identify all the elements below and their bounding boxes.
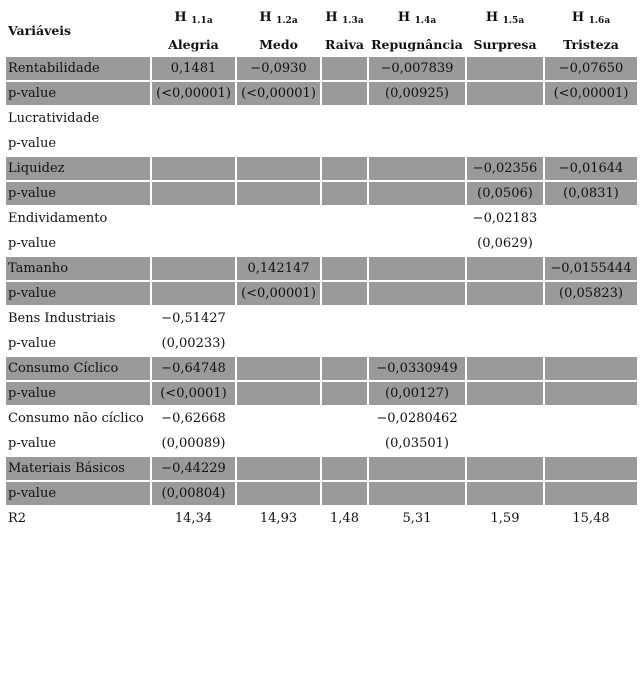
table-cell <box>545 107 637 132</box>
table-cell <box>467 107 543 132</box>
table-cell: (0,0831) <box>545 182 637 207</box>
table-cell: (0,03501) <box>369 432 465 457</box>
table-cell <box>369 332 465 357</box>
row-label: p-value <box>6 282 150 307</box>
table-cell <box>322 482 367 507</box>
hypothesis-label: H $_{1.4a}$ <box>397 10 437 26</box>
table-cell <box>237 207 320 232</box>
row-label: p-value <box>6 182 150 207</box>
table-cell <box>237 382 320 407</box>
row-label: Bens Industriais <box>6 307 150 332</box>
table-cell <box>545 457 637 482</box>
table-cell <box>369 482 465 507</box>
table-cell: (<0,00001) <box>237 82 320 107</box>
table-cell: −0,02183 <box>467 207 543 232</box>
row-label: Tamanho <box>6 257 150 282</box>
table-cell <box>545 482 637 507</box>
column-header <box>467 4 543 57</box>
table-cell <box>322 232 367 257</box>
table-cell <box>369 157 465 182</box>
table-cell <box>467 382 543 407</box>
column-header <box>322 4 367 57</box>
table-cell <box>545 407 637 432</box>
table-cell <box>237 232 320 257</box>
table-cell: (0,00089) <box>152 432 235 457</box>
row-label: R2 <box>6 507 150 532</box>
table-cell: (0,00925) <box>369 82 465 107</box>
variables-header: Variáveis <box>8 23 72 38</box>
table-cell: −0,07650 <box>545 57 637 82</box>
table-cell <box>322 207 367 232</box>
table-cell <box>467 82 543 107</box>
row-label: p-value <box>6 232 150 257</box>
table-cell: −0,02356 <box>467 157 543 182</box>
table-cell: 0,142147 <box>237 257 320 282</box>
row-label: Materiais Básicos <box>6 457 150 482</box>
row-label: p-value <box>6 482 150 507</box>
table-row <box>6 182 637 207</box>
emotion-label: Repugnância <box>371 37 463 52</box>
table-cell <box>369 257 465 282</box>
table-cell: 14,93 <box>237 507 320 532</box>
table-row <box>6 282 637 307</box>
table-cell: −0,0930 <box>237 57 320 82</box>
table-cell <box>152 232 235 257</box>
row-label: p-value <box>6 332 150 357</box>
table-cell <box>322 182 367 207</box>
table-row <box>6 432 637 457</box>
row-label: Lucratividade <box>6 107 150 132</box>
table-cell: −0,0330949 <box>369 357 465 382</box>
table-cell: −0,0280462 <box>369 407 465 432</box>
table-cell <box>322 157 367 182</box>
table-cell <box>237 182 320 207</box>
table-cell <box>467 57 543 82</box>
table-cell: −0,62668 <box>152 407 235 432</box>
table-cell: (<0,00001) <box>545 82 637 107</box>
table-cell <box>369 107 465 132</box>
table-cell <box>467 407 543 432</box>
table-cell: 15,48 <box>545 507 637 532</box>
table-row <box>6 232 637 257</box>
column-header <box>237 4 320 57</box>
table-cell <box>237 407 320 432</box>
row-label: p-value <box>6 432 150 457</box>
table-cell <box>237 357 320 382</box>
table-cell <box>152 132 235 157</box>
hypothesis-label: H $_{1.3a}$ <box>325 10 364 26</box>
table-cell: (<0,00001) <box>152 82 235 107</box>
table-cell: −0,51427 <box>152 307 235 332</box>
table-cell <box>152 182 235 207</box>
emotion-label: Raiva <box>325 37 364 52</box>
table-cell <box>545 432 637 457</box>
table-cell <box>237 432 320 457</box>
table-cell <box>467 432 543 457</box>
header-row <box>6 4 637 57</box>
table-cell: 0,1481 <box>152 57 235 82</box>
table-cell <box>237 307 320 332</box>
table-cell <box>467 457 543 482</box>
table-cell <box>369 282 465 307</box>
table-cell <box>322 457 367 482</box>
table-cell: 14,34 <box>152 507 235 532</box>
table-row <box>6 382 637 407</box>
table-cell <box>369 232 465 257</box>
table-row <box>6 257 637 282</box>
hypothesis-label: H $_{1.6a}$ <box>571 10 611 26</box>
table-row <box>6 107 637 132</box>
table-cell: 5,31 <box>369 507 465 532</box>
emotion-label: Surpresa <box>473 37 537 52</box>
table-cell: 1,59 <box>467 507 543 532</box>
emotion-label: Alegria <box>168 37 219 52</box>
table-row <box>6 407 637 432</box>
table-cell <box>467 307 543 332</box>
table-cell <box>369 207 465 232</box>
table-cell: −0,64748 <box>152 357 235 382</box>
table-cell <box>467 132 543 157</box>
table-row <box>6 132 637 157</box>
table-cell: (0,00127) <box>369 382 465 407</box>
table-cell: 1,48 <box>322 507 367 532</box>
table-row <box>6 157 637 182</box>
row-label: Consumo Cíclico <box>6 357 150 382</box>
table-cell <box>237 482 320 507</box>
table-cell: (0,00804) <box>152 482 235 507</box>
table-cell <box>322 307 367 332</box>
table-cell <box>237 332 320 357</box>
table-row <box>6 207 637 232</box>
table-cell <box>369 132 465 157</box>
table-cell <box>467 482 543 507</box>
table-cell <box>369 307 465 332</box>
table-cell <box>545 307 637 332</box>
hypothesis-label: H $_{1.5a}$ <box>485 10 525 26</box>
table-cell <box>545 132 637 157</box>
table-cell <box>545 207 637 232</box>
table-cell <box>152 207 235 232</box>
table-cell <box>467 282 543 307</box>
table-cell <box>545 232 637 257</box>
table-row <box>6 482 637 507</box>
table-cell <box>322 132 367 157</box>
table-cell <box>467 332 543 357</box>
table-cell <box>322 257 367 282</box>
table-cell <box>237 132 320 157</box>
table-row <box>6 332 637 357</box>
table-row <box>6 457 637 482</box>
table-cell <box>369 457 465 482</box>
row-label: Rentabilidade <box>6 57 150 82</box>
table-cell <box>322 332 367 357</box>
row-label: Liquidez <box>6 157 150 182</box>
table-cell <box>322 357 367 382</box>
table-cell: −0,0155444 <box>545 257 637 282</box>
hypothesis-label: H $_{1.1a}$ <box>174 10 213 26</box>
table-row <box>6 357 637 382</box>
column-header <box>152 4 235 57</box>
table-cell <box>322 57 367 82</box>
table-cell <box>467 257 543 282</box>
table-cell: −0,44229 <box>152 457 235 482</box>
table-cell <box>152 282 235 307</box>
hypothesis-label: H $_{1.2a}$ <box>259 10 298 26</box>
table-cell: −0,007839 <box>369 57 465 82</box>
table-row <box>6 82 637 107</box>
table-row <box>6 57 637 82</box>
table-cell <box>369 182 465 207</box>
row-label: Endividamento <box>6 207 150 232</box>
table-cell <box>322 107 367 132</box>
row-label: Consumo não cíclico <box>6 407 150 432</box>
table-cell <box>237 157 320 182</box>
table-cell: (0,0629) <box>467 232 543 257</box>
table-cell: (<0,0001) <box>152 382 235 407</box>
table-cell <box>152 257 235 282</box>
row-label: p-value <box>6 382 150 407</box>
table-cell: (<0,00001) <box>237 282 320 307</box>
table-cell <box>545 382 637 407</box>
column-header <box>369 4 465 57</box>
table-cell <box>545 357 637 382</box>
table-cell <box>322 82 367 107</box>
emotion-label: Tristeza <box>563 37 619 52</box>
column-header <box>545 4 637 57</box>
table-row <box>6 307 637 332</box>
table-cell: (0,00233) <box>152 332 235 357</box>
emotion-label: Medo <box>259 37 298 52</box>
table-cell <box>467 357 543 382</box>
table-body <box>6 57 637 532</box>
table-cell: (0,05823) <box>545 282 637 307</box>
table-cell <box>237 107 320 132</box>
table-cell <box>322 407 367 432</box>
regression-table <box>4 4 639 532</box>
table-cell <box>152 107 235 132</box>
table-cell: −0,01644 <box>545 157 637 182</box>
table-cell <box>152 157 235 182</box>
table-cell <box>237 457 320 482</box>
table-cell: (0,0506) <box>467 182 543 207</box>
table-row <box>6 507 637 532</box>
table-cell <box>322 282 367 307</box>
table-cell <box>322 382 367 407</box>
table-cell <box>545 332 637 357</box>
row-label: p-value <box>6 132 150 157</box>
row-label: p-value <box>6 82 150 107</box>
table-cell <box>322 432 367 457</box>
